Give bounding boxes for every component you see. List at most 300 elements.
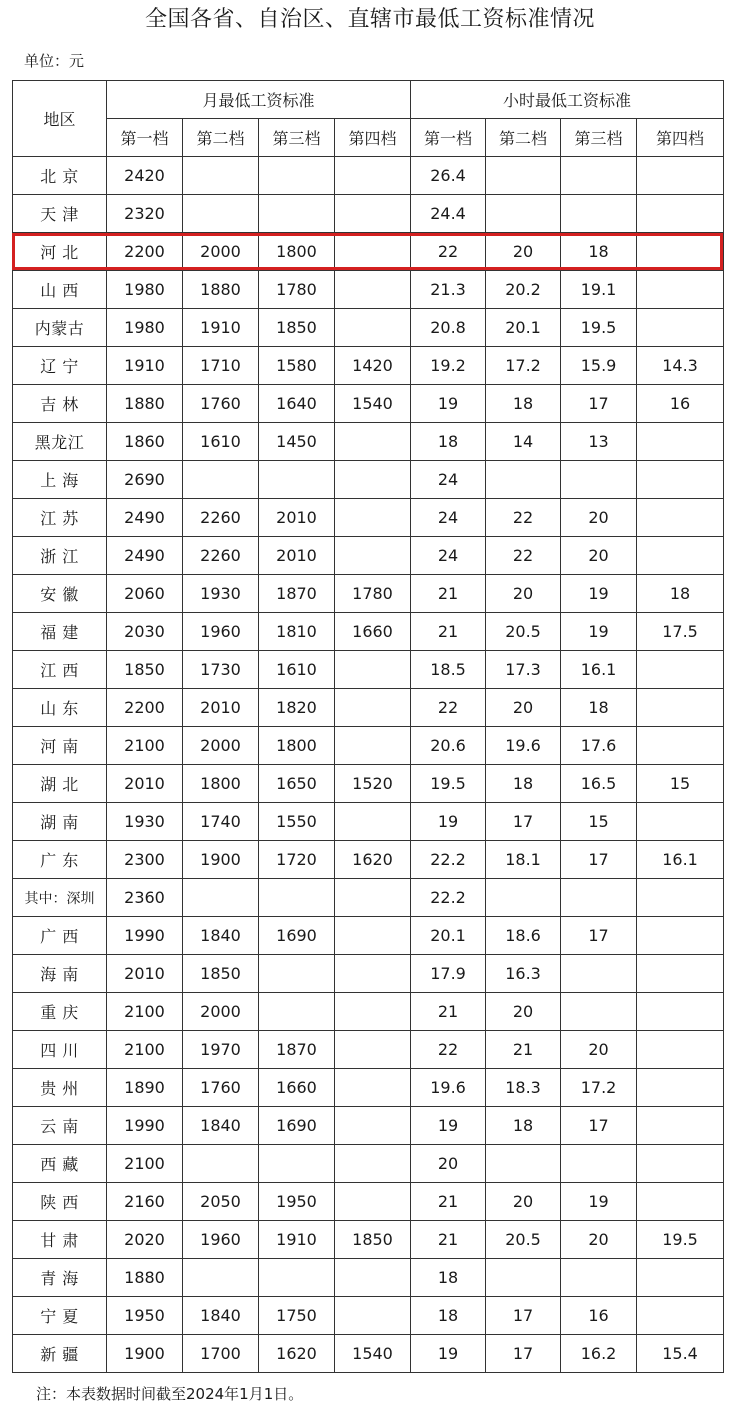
- hourly-tier-4-cell: [637, 1031, 724, 1069]
- monthly-tier-2-cell: [183, 1145, 259, 1183]
- region-cell: 四 川: [13, 1031, 107, 1069]
- monthly-tier-2-cell: 1800: [183, 765, 259, 803]
- hourly-tier-4-cell: [637, 423, 724, 461]
- monthly-tier-1-cell: 2320: [107, 195, 183, 233]
- hourly-tier-2-cell: 14: [486, 423, 561, 461]
- header-hourly-tier-3: 第三档: [561, 119, 637, 157]
- monthly-tier-2-cell: 1960: [183, 613, 259, 651]
- hourly-tier-2-cell: 22: [486, 499, 561, 537]
- monthly-tier-4-cell: 1540: [335, 1335, 411, 1373]
- monthly-tier-4-cell: [335, 309, 411, 347]
- hourly-tier-3-cell: 19: [561, 613, 637, 651]
- monthly-tier-2-cell: 1970: [183, 1031, 259, 1069]
- hourly-tier-1-cell: 20: [411, 1145, 486, 1183]
- monthly-tier-4-cell: [335, 689, 411, 727]
- monthly-tier-3-cell: 1810: [259, 613, 335, 651]
- hourly-tier-3-cell: 16.2: [561, 1335, 637, 1373]
- table-row: [13, 1107, 724, 1145]
- monthly-tier-2-cell: 2000: [183, 727, 259, 765]
- region-cell: 广 东: [13, 841, 107, 879]
- monthly-tier-3-cell: [259, 879, 335, 917]
- table-row: [13, 1183, 724, 1221]
- monthly-tier-3-cell: 1650: [259, 765, 335, 803]
- monthly-tier-4-cell: [335, 423, 411, 461]
- region-cell: 其中：深圳: [13, 879, 107, 917]
- monthly-tier-1-cell: 2100: [107, 993, 183, 1031]
- hourly-tier-2-cell: 18: [486, 765, 561, 803]
- monthly-tier-2-cell: 2000: [183, 993, 259, 1031]
- region-cell: 天 津: [13, 195, 107, 233]
- hourly-tier-2-cell: [486, 461, 561, 499]
- hourly-tier-1-cell: 18: [411, 1259, 486, 1297]
- hourly-tier-2-cell: 18.6: [486, 917, 561, 955]
- table-row: [13, 157, 724, 195]
- hourly-tier-4-cell: [637, 233, 724, 271]
- hourly-tier-1-cell: 22: [411, 233, 486, 271]
- hourly-tier-3-cell: 20: [561, 1221, 637, 1259]
- monthly-tier-3-cell: 1910: [259, 1221, 335, 1259]
- monthly-tier-1-cell: 2490: [107, 537, 183, 575]
- monthly-tier-3-cell: 1800: [259, 727, 335, 765]
- monthly-tier-4-cell: 1850: [335, 1221, 411, 1259]
- hourly-tier-1-cell: 19: [411, 1107, 486, 1145]
- hourly-tier-1-cell: 24: [411, 537, 486, 575]
- hourly-tier-2-cell: 18.3: [486, 1069, 561, 1107]
- header-row-groups: [13, 81, 724, 119]
- hourly-tier-3-cell: 15.9: [561, 347, 637, 385]
- header-hourly-tier-2: 第二档: [486, 119, 561, 157]
- hourly-tier-2-cell: [486, 195, 561, 233]
- monthly-tier-2-cell: [183, 1259, 259, 1297]
- hourly-tier-4-cell: 16: [637, 385, 724, 423]
- region-cell: 贵 州: [13, 1069, 107, 1107]
- monthly-tier-3-cell: [259, 955, 335, 993]
- monthly-tier-1-cell: 2690: [107, 461, 183, 499]
- hourly-tier-4-cell: 16.1: [637, 841, 724, 879]
- table-row: [13, 651, 724, 689]
- header-hourly: 小时最低工资标准: [411, 81, 724, 119]
- hourly-tier-3-cell: 17: [561, 1107, 637, 1145]
- monthly-tier-4-cell: [335, 1259, 411, 1297]
- monthly-tier-3-cell: 1690: [259, 1107, 335, 1145]
- monthly-tier-4-cell: [335, 157, 411, 195]
- hourly-tier-4-cell: 14.3: [637, 347, 724, 385]
- region-cell: 新 疆: [13, 1335, 107, 1373]
- hourly-tier-1-cell: 19: [411, 385, 486, 423]
- table-row: [13, 765, 724, 803]
- hourly-tier-1-cell: 18.5: [411, 651, 486, 689]
- region-cell: 陕 西: [13, 1183, 107, 1221]
- hourly-tier-4-cell: 15: [637, 765, 724, 803]
- region-cell: 辽 宁: [13, 347, 107, 385]
- hourly-tier-3-cell: 20: [561, 1031, 637, 1069]
- hourly-tier-4-cell: [637, 689, 724, 727]
- monthly-tier-4-cell: 1520: [335, 765, 411, 803]
- monthly-tier-3-cell: 1660: [259, 1069, 335, 1107]
- region-cell: 湖 南: [13, 803, 107, 841]
- hourly-tier-1-cell: 19.5: [411, 765, 486, 803]
- header-hourly-tier-4: 第四档: [637, 119, 724, 157]
- hourly-tier-3-cell: [561, 157, 637, 195]
- region-cell: 广 西: [13, 917, 107, 955]
- monthly-tier-3-cell: 1950: [259, 1183, 335, 1221]
- hourly-tier-4-cell: [637, 1107, 724, 1145]
- hourly-tier-1-cell: 22.2: [411, 841, 486, 879]
- monthly-tier-1-cell: 1910: [107, 347, 183, 385]
- monthly-tier-3-cell: 1870: [259, 575, 335, 613]
- hourly-tier-2-cell: 17: [486, 1335, 561, 1373]
- hourly-tier-2-cell: 20: [486, 575, 561, 613]
- monthly-tier-3-cell: 2010: [259, 499, 335, 537]
- hourly-tier-1-cell: 21: [411, 1183, 486, 1221]
- hourly-tier-3-cell: 17: [561, 841, 637, 879]
- region-cell: 江 西: [13, 651, 107, 689]
- monthly-tier-1-cell: 1990: [107, 917, 183, 955]
- hourly-tier-4-cell: [637, 651, 724, 689]
- header-row-tiers: [13, 119, 724, 157]
- monthly-tier-4-cell: [335, 1069, 411, 1107]
- hourly-tier-4-cell: [637, 993, 724, 1031]
- header-monthly-tier-3: 第三档: [259, 119, 335, 157]
- monthly-tier-1-cell: 2200: [107, 233, 183, 271]
- hourly-tier-3-cell: 17.6: [561, 727, 637, 765]
- monthly-tier-1-cell: 2100: [107, 1145, 183, 1183]
- region-cell: 甘 肃: [13, 1221, 107, 1259]
- hourly-tier-3-cell: [561, 1259, 637, 1297]
- monthly-tier-2-cell: 2260: [183, 499, 259, 537]
- hourly-tier-4-cell: [637, 309, 724, 347]
- hourly-tier-4-cell: [637, 803, 724, 841]
- monthly-tier-2-cell: 1760: [183, 1069, 259, 1107]
- hourly-tier-3-cell: 19: [561, 1183, 637, 1221]
- region-cell: 青 海: [13, 1259, 107, 1297]
- monthly-tier-1-cell: 2490: [107, 499, 183, 537]
- hourly-tier-2-cell: 18: [486, 385, 561, 423]
- table-body: [13, 157, 724, 1373]
- table-row: [13, 537, 724, 575]
- monthly-tier-2-cell: 1730: [183, 651, 259, 689]
- monthly-tier-1-cell: 1900: [107, 1335, 183, 1373]
- table-row: [13, 309, 724, 347]
- table-row: [13, 993, 724, 1031]
- monthly-tier-1-cell: 1990: [107, 1107, 183, 1145]
- hourly-tier-1-cell: 19.6: [411, 1069, 486, 1107]
- hourly-tier-2-cell: 20: [486, 233, 561, 271]
- monthly-tier-4-cell: [335, 803, 411, 841]
- hourly-tier-1-cell: 17.9: [411, 955, 486, 993]
- hourly-tier-4-cell: [637, 537, 724, 575]
- hourly-tier-2-cell: 18.1: [486, 841, 561, 879]
- hourly-tier-1-cell: 21: [411, 613, 486, 651]
- hourly-tier-4-cell: 15.4: [637, 1335, 724, 1373]
- region-cell: 山 西: [13, 271, 107, 309]
- hourly-tier-2-cell: 18: [486, 1107, 561, 1145]
- hourly-tier-4-cell: 19.5: [637, 1221, 724, 1259]
- hourly-tier-3-cell: 17: [561, 917, 637, 955]
- monthly-tier-4-cell: [335, 955, 411, 993]
- hourly-tier-2-cell: 20: [486, 993, 561, 1031]
- page-title: 全国各省、自治区、直辖市最低工资标准情况: [144, 7, 595, 32]
- minimum-wage-table: [12, 80, 724, 1373]
- monthly-tier-4-cell: 1620: [335, 841, 411, 879]
- monthly-tier-4-cell: [335, 537, 411, 575]
- monthly-tier-4-cell: [335, 1145, 411, 1183]
- table-row: [13, 271, 724, 309]
- monthly-tier-3-cell: 1780: [259, 271, 335, 309]
- monthly-tier-2-cell: 2000: [183, 233, 259, 271]
- monthly-tier-3-cell: 1820: [259, 689, 335, 727]
- hourly-tier-3-cell: [561, 195, 637, 233]
- monthly-tier-2-cell: 1710: [183, 347, 259, 385]
- hourly-tier-3-cell: 18: [561, 233, 637, 271]
- monthly-tier-4-cell: [335, 1183, 411, 1221]
- hourly-tier-2-cell: 19.6: [486, 727, 561, 765]
- monthly-tier-4-cell: [335, 499, 411, 537]
- monthly-tier-1-cell: 1890: [107, 1069, 183, 1107]
- hourly-tier-2-cell: 21: [486, 1031, 561, 1069]
- table-row: [13, 233, 724, 271]
- monthly-tier-4-cell: [335, 917, 411, 955]
- region-cell: 湖 北: [13, 765, 107, 803]
- table-row: [13, 347, 724, 385]
- monthly-tier-3-cell: [259, 993, 335, 1031]
- header-monthly-tier-2: 第二档: [183, 119, 259, 157]
- hourly-tier-4-cell: [637, 1145, 724, 1183]
- monthly-tier-2-cell: [183, 195, 259, 233]
- monthly-tier-3-cell: 1690: [259, 917, 335, 955]
- monthly-tier-2-cell: [183, 157, 259, 195]
- monthly-tier-4-cell: [335, 195, 411, 233]
- hourly-tier-3-cell: 16.1: [561, 651, 637, 689]
- monthly-tier-4-cell: 1540: [335, 385, 411, 423]
- hourly-tier-1-cell: 22: [411, 1031, 486, 1069]
- monthly-tier-2-cell: 1760: [183, 385, 259, 423]
- table-row: [13, 1145, 724, 1183]
- monthly-tier-2-cell: 1840: [183, 1107, 259, 1145]
- monthly-tier-2-cell: 1740: [183, 803, 259, 841]
- monthly-tier-4-cell: [335, 233, 411, 271]
- hourly-tier-2-cell: 20.5: [486, 1221, 561, 1259]
- monthly-tier-1-cell: 1880: [107, 1259, 183, 1297]
- table-row: [13, 1221, 724, 1259]
- hourly-tier-4-cell: [637, 1069, 724, 1107]
- table-row: [13, 917, 724, 955]
- monthly-tier-1-cell: 2060: [107, 575, 183, 613]
- hourly-tier-4-cell: [637, 195, 724, 233]
- table-row: [13, 1335, 724, 1373]
- hourly-tier-3-cell: 20: [561, 499, 637, 537]
- region-cell: 浙 江: [13, 537, 107, 575]
- hourly-tier-3-cell: 13: [561, 423, 637, 461]
- monthly-tier-3-cell: [259, 1259, 335, 1297]
- monthly-tier-1-cell: 2030: [107, 613, 183, 651]
- hourly-tier-4-cell: [637, 1183, 724, 1221]
- hourly-tier-3-cell: 19.1: [561, 271, 637, 309]
- region-cell: 黑龙江: [13, 423, 107, 461]
- table-row: [13, 461, 724, 499]
- region-cell: 山 东: [13, 689, 107, 727]
- monthly-tier-1-cell: 2010: [107, 765, 183, 803]
- hourly-tier-1-cell: 20.8: [411, 309, 486, 347]
- table-row: [13, 1259, 724, 1297]
- hourly-tier-3-cell: 16: [561, 1297, 637, 1335]
- monthly-tier-1-cell: 1860: [107, 423, 183, 461]
- table-row: [13, 613, 724, 651]
- monthly-tier-4-cell: [335, 993, 411, 1031]
- hourly-tier-4-cell: [637, 955, 724, 993]
- monthly-tier-1-cell: 1980: [107, 271, 183, 309]
- hourly-tier-2-cell: [486, 157, 561, 195]
- table-row: [13, 575, 724, 613]
- monthly-tier-3-cell: 1450: [259, 423, 335, 461]
- hourly-tier-2-cell: 17.3: [486, 651, 561, 689]
- monthly-tier-4-cell: [335, 879, 411, 917]
- monthly-tier-4-cell: [335, 1107, 411, 1145]
- header-monthly-tier-4: 第四档: [335, 119, 411, 157]
- region-cell: 内蒙古: [13, 309, 107, 347]
- table-row: [13, 727, 724, 765]
- header-hourly-tier-1: 第一档: [411, 119, 486, 157]
- monthly-tier-2-cell: [183, 879, 259, 917]
- monthly-tier-3-cell: 1610: [259, 651, 335, 689]
- hourly-tier-2-cell: [486, 1259, 561, 1297]
- monthly-tier-2-cell: 1900: [183, 841, 259, 879]
- monthly-tier-2-cell: [183, 461, 259, 499]
- table-row: [13, 1069, 724, 1107]
- monthly-tier-4-cell: 1660: [335, 613, 411, 651]
- hourly-tier-1-cell: 21: [411, 575, 486, 613]
- table-row: [13, 879, 724, 917]
- monthly-tier-3-cell: 1640: [259, 385, 335, 423]
- hourly-tier-1-cell: 20.1: [411, 917, 486, 955]
- monthly-tier-1-cell: 1950: [107, 1297, 183, 1335]
- table-row: [13, 803, 724, 841]
- hourly-tier-2-cell: 20.5: [486, 613, 561, 651]
- hourly-tier-1-cell: 21: [411, 993, 486, 1031]
- monthly-tier-4-cell: 1780: [335, 575, 411, 613]
- hourly-tier-1-cell: 19: [411, 1335, 486, 1373]
- hourly-tier-1-cell: 24.4: [411, 195, 486, 233]
- monthly-tier-1-cell: 2200: [107, 689, 183, 727]
- hourly-tier-4-cell: [637, 727, 724, 765]
- monthly-tier-3-cell: 1870: [259, 1031, 335, 1069]
- monthly-tier-2-cell: 1840: [183, 917, 259, 955]
- monthly-tier-2-cell: 1840: [183, 1297, 259, 1335]
- hourly-tier-4-cell: [637, 461, 724, 499]
- monthly-tier-3-cell: 1750: [259, 1297, 335, 1335]
- monthly-tier-4-cell: 1420: [335, 347, 411, 385]
- hourly-tier-1-cell: 22: [411, 689, 486, 727]
- unit-label: 单位：元: [24, 52, 85, 70]
- monthly-tier-2-cell: 1880: [183, 271, 259, 309]
- region-cell: 江 苏: [13, 499, 107, 537]
- table-row: [13, 385, 724, 423]
- region-cell: 宁 夏: [13, 1297, 107, 1335]
- monthly-tier-4-cell: [335, 651, 411, 689]
- monthly-tier-2-cell: 1850: [183, 955, 259, 993]
- region-cell: 上 海: [13, 461, 107, 499]
- monthly-tier-2-cell: 1960: [183, 1221, 259, 1259]
- monthly-tier-1-cell: 1850: [107, 651, 183, 689]
- hourly-tier-1-cell: 24: [411, 499, 486, 537]
- hourly-tier-4-cell: [637, 1297, 724, 1335]
- hourly-tier-2-cell: [486, 1145, 561, 1183]
- hourly-tier-4-cell: [637, 917, 724, 955]
- monthly-tier-2-cell: 2010: [183, 689, 259, 727]
- monthly-tier-3-cell: [259, 195, 335, 233]
- region-cell: 安 徽: [13, 575, 107, 613]
- region-cell: 云 南: [13, 1107, 107, 1145]
- hourly-tier-3-cell: [561, 1145, 637, 1183]
- hourly-tier-4-cell: [637, 1259, 724, 1297]
- header-monthly-tier-1: 第一档: [107, 119, 183, 157]
- hourly-tier-2-cell: 20: [486, 1183, 561, 1221]
- monthly-tier-1-cell: 2360: [107, 879, 183, 917]
- monthly-tier-3-cell: 1720: [259, 841, 335, 879]
- monthly-tier-2-cell: 2050: [183, 1183, 259, 1221]
- hourly-tier-2-cell: 20.2: [486, 271, 561, 309]
- table-row: [13, 955, 724, 993]
- hourly-tier-1-cell: 24: [411, 461, 486, 499]
- hourly-tier-1-cell: 20.6: [411, 727, 486, 765]
- header-region: 地区: [13, 81, 107, 157]
- region-cell: 福 建: [13, 613, 107, 651]
- monthly-tier-3-cell: 1800: [259, 233, 335, 271]
- hourly-tier-3-cell: 15: [561, 803, 637, 841]
- region-cell: 西 藏: [13, 1145, 107, 1183]
- monthly-tier-3-cell: [259, 1145, 335, 1183]
- monthly-tier-3-cell: 1550: [259, 803, 335, 841]
- hourly-tier-3-cell: [561, 955, 637, 993]
- monthly-tier-4-cell: [335, 271, 411, 309]
- region-cell: 河 北: [13, 233, 107, 271]
- table-row: [13, 1297, 724, 1335]
- hourly-tier-2-cell: 22: [486, 537, 561, 575]
- table-row: [13, 841, 724, 879]
- monthly-tier-2-cell: 1700: [183, 1335, 259, 1373]
- monthly-tier-2-cell: 1610: [183, 423, 259, 461]
- monthly-tier-1-cell: 1980: [107, 309, 183, 347]
- hourly-tier-3-cell: 19.5: [561, 309, 637, 347]
- monthly-tier-1-cell: 2300: [107, 841, 183, 879]
- monthly-tier-2-cell: 1910: [183, 309, 259, 347]
- hourly-tier-4-cell: [637, 879, 724, 917]
- table-row: [13, 1031, 724, 1069]
- hourly-tier-1-cell: 21.3: [411, 271, 486, 309]
- monthly-tier-3-cell: 1580: [259, 347, 335, 385]
- hourly-tier-3-cell: 20: [561, 537, 637, 575]
- hourly-tier-1-cell: 26.4: [411, 157, 486, 195]
- table-row: [13, 195, 724, 233]
- region-cell: 北 京: [13, 157, 107, 195]
- hourly-tier-2-cell: 17.2: [486, 347, 561, 385]
- hourly-tier-3-cell: 17: [561, 385, 637, 423]
- hourly-tier-4-cell: [637, 499, 724, 537]
- hourly-tier-1-cell: 18: [411, 423, 486, 461]
- hourly-tier-4-cell: 17.5: [637, 613, 724, 651]
- monthly-tier-3-cell: 2010: [259, 537, 335, 575]
- region-cell: 吉 林: [13, 385, 107, 423]
- monthly-tier-3-cell: [259, 461, 335, 499]
- hourly-tier-3-cell: 16.5: [561, 765, 637, 803]
- region-cell: 河 南: [13, 727, 107, 765]
- monthly-tier-1-cell: 2420: [107, 157, 183, 195]
- hourly-tier-1-cell: 22.2: [411, 879, 486, 917]
- hourly-tier-1-cell: 21: [411, 1221, 486, 1259]
- hourly-tier-3-cell: 19: [561, 575, 637, 613]
- hourly-tier-4-cell: [637, 271, 724, 309]
- region-cell: 重 庆: [13, 993, 107, 1031]
